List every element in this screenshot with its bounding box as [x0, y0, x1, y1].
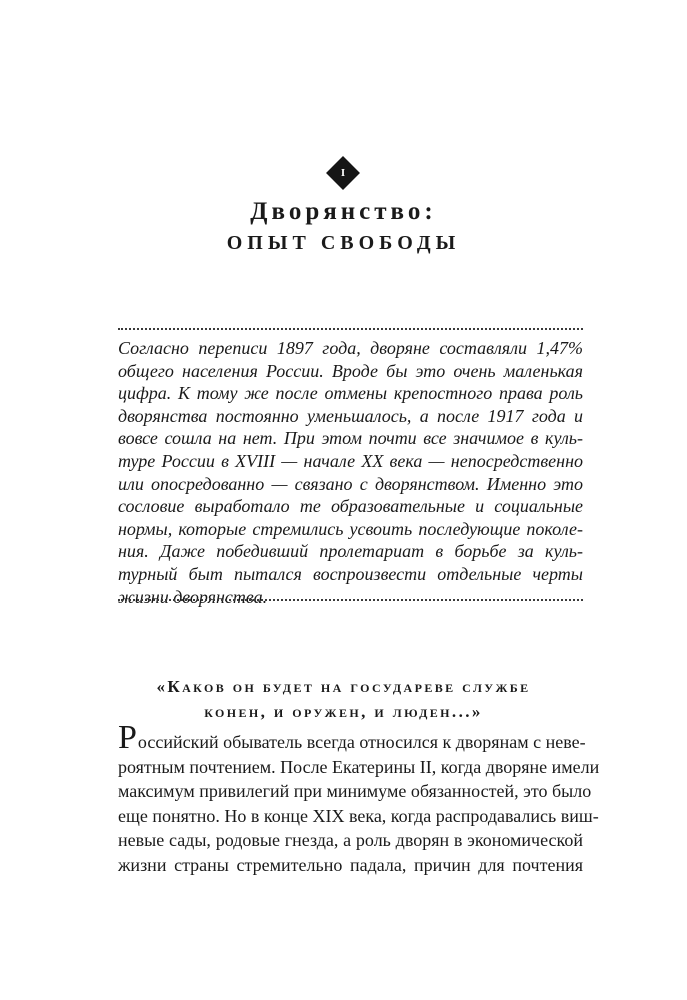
body-line: жизни страны стремительно падала, причин для почтения: [118, 854, 583, 875]
lead-line: или опосредованно — связано с дворянством. Именно это: [118, 473, 583, 494]
body-line: роятным почтением. После Екатерины II, когда дворяне имели: [118, 756, 600, 777]
lead-line: турный быт пытался воспроизвести отдельные черты: [118, 563, 583, 584]
section-heading-line-1: «Каков он будет на государеве службе: [156, 677, 531, 696]
chapter-title-line-1: Дворянство:: [250, 198, 437, 225]
chapter-title-line-2: ОПЫТ СВОБОДЫ: [226, 232, 461, 254]
chapter-number: I: [340, 166, 346, 179]
lead-line: вовсе сошла на нет. При этом почти все значимое в куль-: [118, 428, 583, 449]
body-line: оссийский обыватель всегда относился к дворянам с неве-: [137, 732, 586, 752]
lead-line: жизни дворянства.: [118, 586, 268, 607]
lead-line: сословие выработало те образовательные и социальные: [118, 496, 583, 517]
chapter-lead-paragraph: [118, 337, 583, 608]
drop-cap: Р: [118, 719, 137, 756]
body-first-line: [118, 719, 586, 756]
dotted-divider-top: [118, 328, 583, 330]
lead-line: цифра. К тому же после отмены крепостного права роль: [118, 383, 583, 404]
body-paragraph: [118, 719, 600, 878]
lead-line: общего населения России. Вроде бы это очень маленькая: [118, 360, 583, 381]
body-line: максимум привилегий при минимуме обязанностей, это было: [118, 781, 592, 802]
body-line: еще понятно. Но в конце XIX века, когда распродавались виш-: [118, 805, 599, 826]
lead-line: дворянства постоянно уменьшалось, а после 1917 года и: [118, 405, 583, 426]
body-line: невые сады, родовые гнезда, а роль дворян в экономической: [118, 830, 583, 851]
chapter-number-marker: [326, 156, 360, 190]
lead-line: туре России в XVIII — начале XX века — непосредственно: [118, 450, 583, 471]
lead-line: нормы, которые стремились усвоить последующие поколе-: [118, 518, 583, 539]
lead-line: ния. Даже победивший пролетариат в борьбе за куль-: [118, 541, 583, 562]
lead-line: Согласно переписи 1897 года, дворяне составляли 1,47%: [118, 338, 583, 358]
dotted-divider-bottom: [118, 599, 583, 601]
section-heading-line-2: конен, и оружен, и люден...»: [204, 702, 483, 721]
